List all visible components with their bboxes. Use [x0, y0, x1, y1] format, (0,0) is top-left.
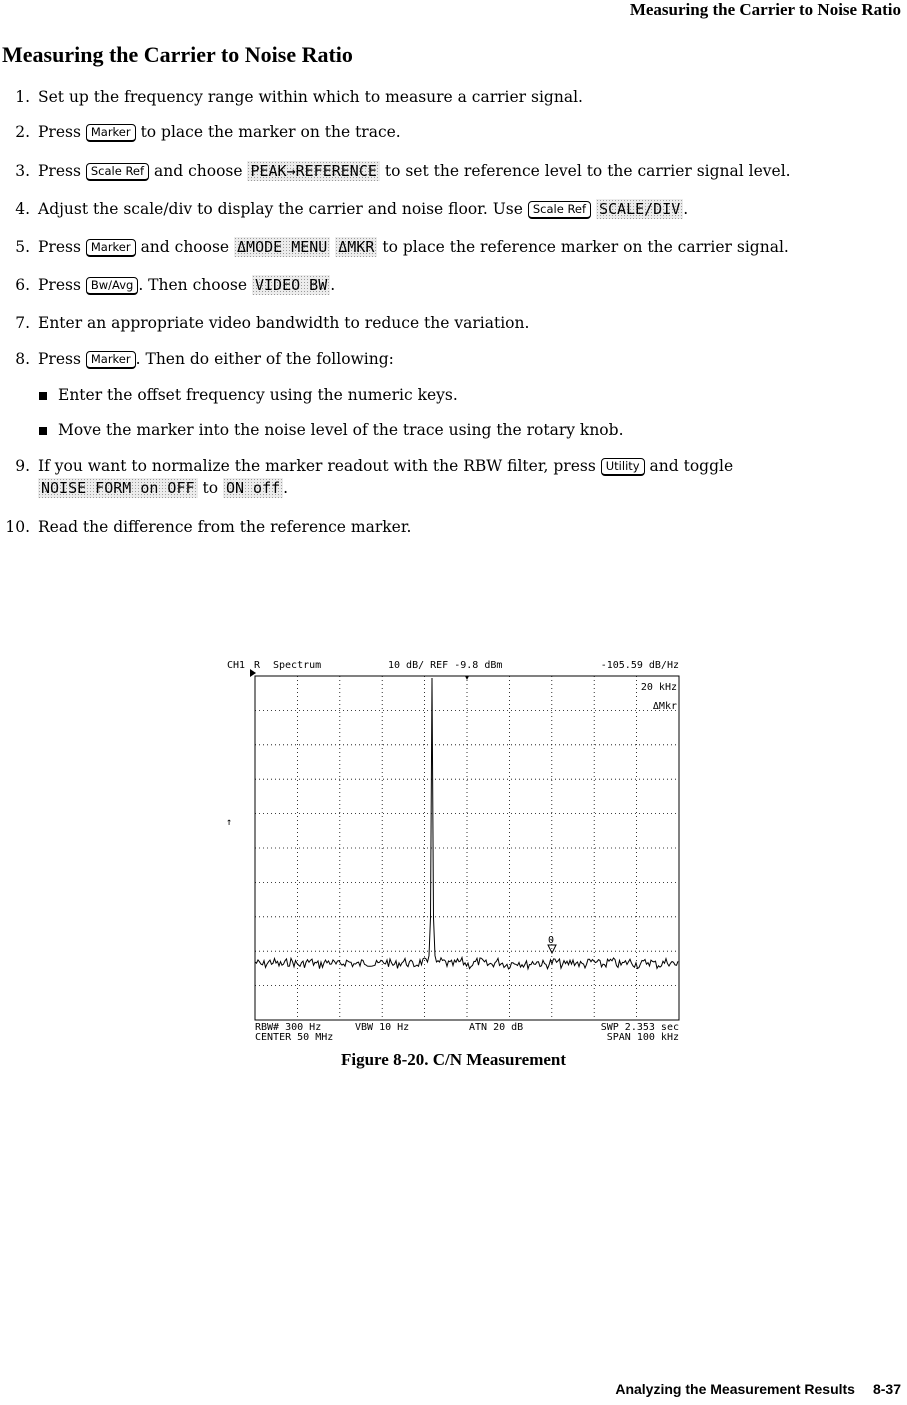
delta-mkr-softkey[interactable]: ΔMKR [335, 237, 377, 257]
step-1 [0, 86, 906, 108]
bullet-item [0, 419, 906, 441]
bw-avg-key[interactable]: Bw/Avg [86, 277, 138, 295]
center-frequency: CENTER 50 MHz [255, 1032, 334, 1043]
sweep-time-readout: SWP 2.353 sec [600, 1022, 679, 1033]
section-title: Measuring the Carrier to Noise Ratio [2, 42, 353, 67]
spectrum-display [220, 655, 686, 1045]
noise-form-softkey[interactable]: NOISE FORM on OFF [38, 478, 198, 498]
step-8 [0, 348, 906, 370]
step-text: and toggle [649, 457, 734, 475]
step-number: 7. [15, 314, 30, 332]
step-text: Adjust the scale/div to display the carrier and noise floor. Use [38, 200, 523, 218]
step-10 [0, 516, 906, 538]
scale-ref-key[interactable]: Scale Ref [528, 201, 591, 219]
delta-marker-label: ΔMkr [652, 701, 677, 712]
step-number: 3. [15, 162, 30, 180]
step-text: . [330, 276, 336, 294]
peak-reference-softkey[interactable]: PEAK→REFERENCE [247, 161, 379, 181]
spectrum-trace [255, 678, 678, 969]
bullet-square-icon [39, 392, 47, 400]
scale-readout: 10 dB/ REF -9.8 dBm [388, 660, 503, 671]
step-text: and choose [140, 238, 230, 256]
step-text: If you want to normalize the marker readout with the RBW filter, press [38, 457, 596, 475]
scale-div-softkey[interactable]: SCALE/DIV [596, 199, 683, 219]
step-4 [0, 198, 906, 220]
channel-label: CH1 [227, 660, 246, 671]
step-6 [0, 274, 906, 296]
step-number: 1. [15, 88, 30, 106]
step-text: Enter an appropriate video bandwidth to reduce the variation. [38, 314, 530, 332]
step-7 [0, 312, 906, 334]
bullet-square-icon [39, 427, 47, 435]
utility-key[interactable]: Utility [601, 458, 645, 476]
bullet-text: Enter the offset frequency using the numeric keys. [58, 386, 458, 404]
reference-marker-icon [465, 676, 469, 680]
procedure-steps [0, 86, 906, 538]
step-number: 9. [15, 457, 30, 475]
page-footer [615, 1381, 901, 1397]
step-text: . [683, 200, 689, 218]
spectrum-figure [220, 655, 686, 1045]
rbw-readout: RBW# 300 Hz [255, 1022, 322, 1033]
step-3 [0, 160, 906, 182]
marker-readout: -105.59 dB/Hz [600, 660, 679, 671]
step-5 [0, 236, 906, 258]
footer-title: Analyzing the Measurement Results [615, 1381, 855, 1397]
marker-key[interactable]: Marker [86, 351, 136, 369]
marker-key[interactable]: Marker [86, 124, 136, 142]
step-text: Read the difference from the reference marker. [38, 518, 412, 536]
step-text: Press [38, 123, 81, 141]
step-number: 4. [15, 200, 30, 218]
step-text: Set up the frequency range within which to measure a carrier signal. [38, 88, 583, 106]
step-number: 10. [5, 518, 30, 536]
step-number: 8. [15, 350, 30, 368]
step-number: 6. [15, 276, 30, 294]
step-text: . [283, 479, 289, 497]
step-text: to place the marker on the trace. [140, 123, 401, 141]
step-number: 2. [15, 123, 30, 141]
step-text: to [202, 479, 219, 497]
page-number: 8-37 [872, 1381, 901, 1397]
step-text: . Then choose [138, 276, 248, 294]
arrow-icon: ↑ [226, 817, 233, 828]
step-text: and choose [154, 162, 243, 180]
figure-caption: Figure 8-20. C/N Measurement [340, 1050, 567, 1069]
step-text: Press [38, 238, 81, 256]
step-2 [0, 121, 906, 143]
video-bw-softkey[interactable]: VIDEO BW [252, 275, 330, 295]
step-number: 5. [15, 238, 30, 256]
attenuation-readout: ATN 20 dB [469, 1022, 524, 1033]
step-text: Press [38, 162, 81, 180]
noise-form-on-softkey[interactable]: ON off [223, 478, 283, 498]
marker-frequency: 20 kHz [640, 682, 677, 693]
running-header: Measuring the Carrier to Noise Ratio [629, 0, 901, 19]
scale-ref-key[interactable]: Scale Ref [86, 163, 149, 181]
marker-key[interactable]: Marker [86, 239, 136, 257]
bullet-item [0, 384, 906, 406]
step-text: to place the reference marker on the carrier signal. [382, 238, 789, 256]
measurement-type: Spectrum [273, 660, 322, 671]
step-text: to set the reference level to the carrier signal level. [384, 162, 791, 180]
step-text: Press [38, 350, 81, 368]
mode-label: R [254, 660, 261, 671]
bullet-text: Move the marker into the noise level of the trace using the rotary knob. [58, 421, 624, 439]
frequency-span: SPAN 100 kHz [606, 1032, 679, 1043]
delta-marker-number: 0 [548, 935, 555, 946]
step-text: . Then do either of the following: [135, 350, 394, 368]
step-9 [0, 455, 906, 499]
step-text: Press [38, 276, 81, 294]
graticule [255, 676, 679, 1020]
vbw-readout: VBW 10 Hz [355, 1022, 410, 1033]
delta-mode-menu-softkey[interactable]: ΔMODE MENU [234, 237, 330, 257]
